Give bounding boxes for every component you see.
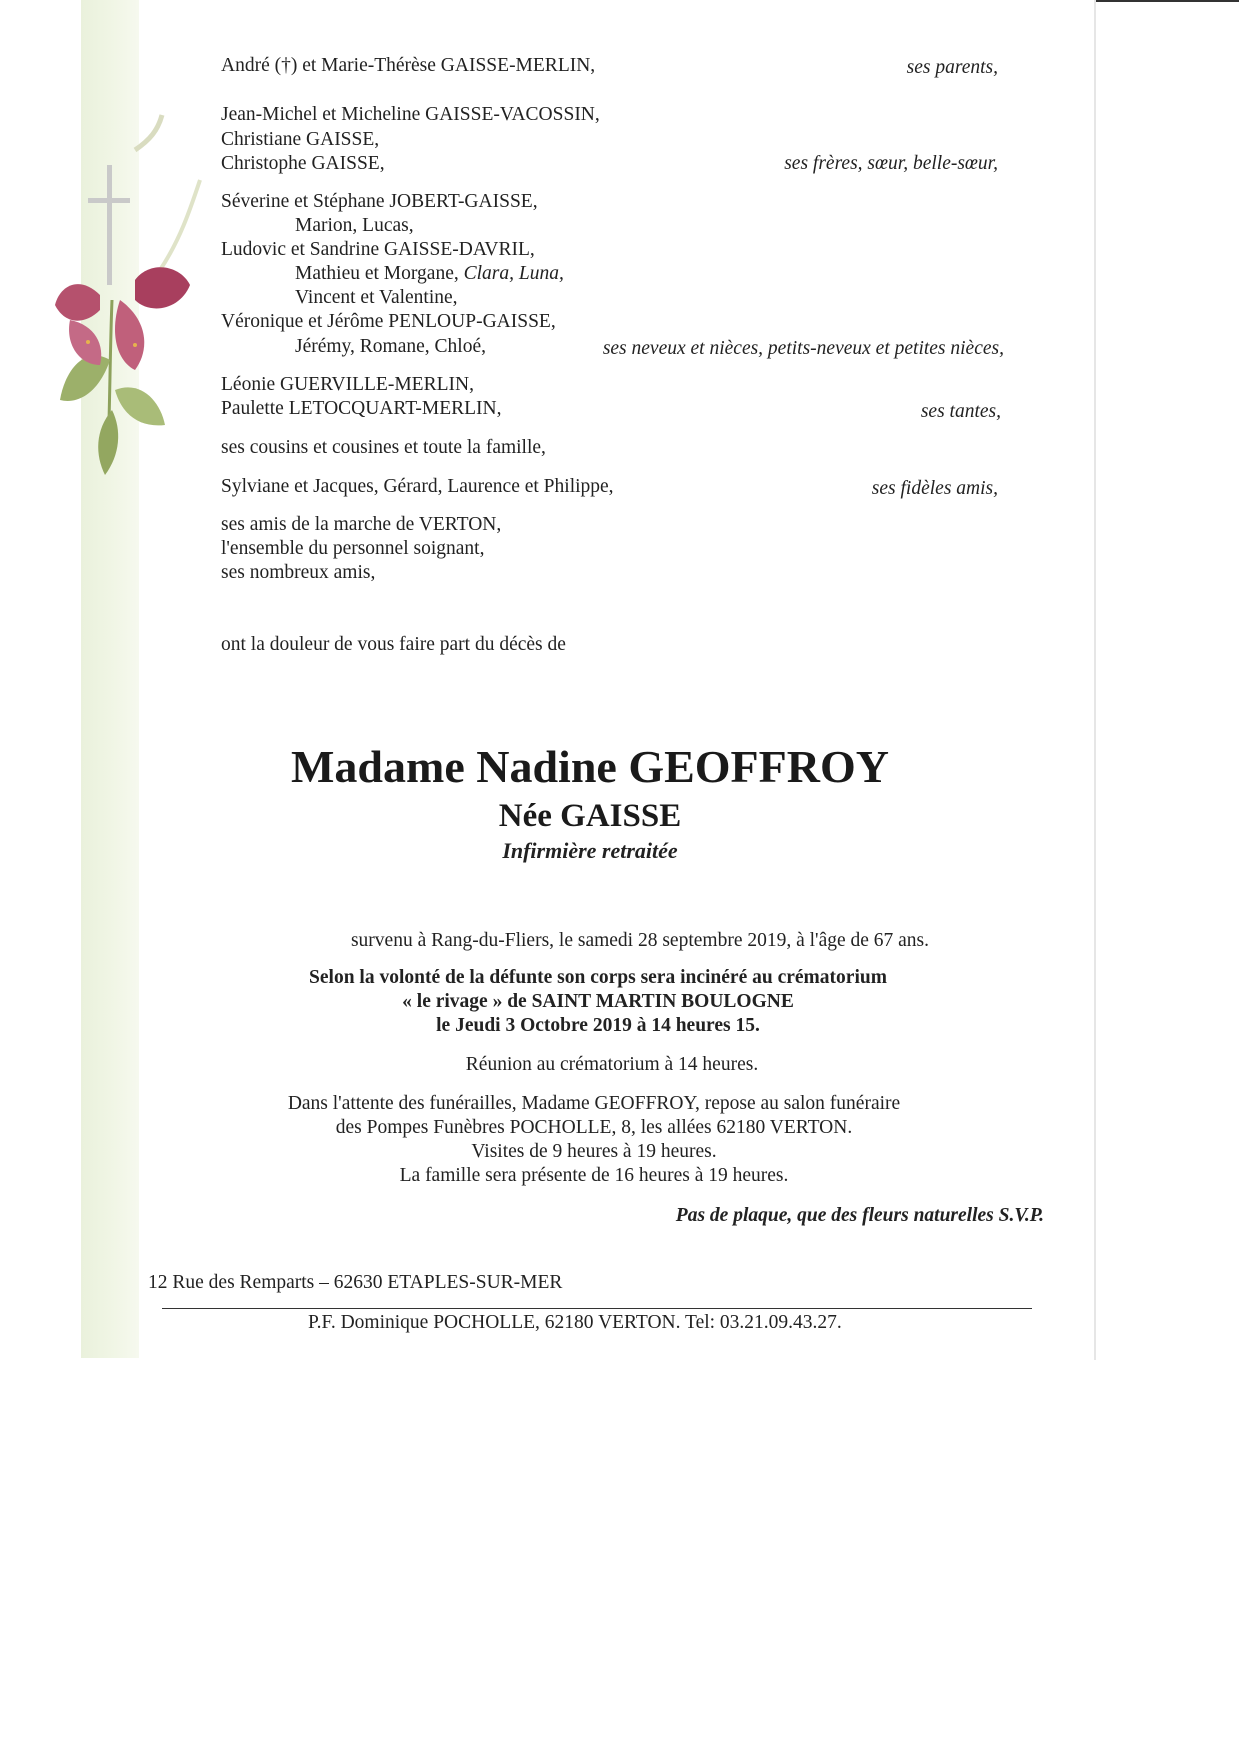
grand-nephews: Clara, Luna, <box>463 263 564 284</box>
family-line: Véronique et Jérôme PENLOUP-GAISSE, <box>221 311 556 332</box>
funeral-home-line: La famille sera présente de 16 heures à 19 heures. <box>399 1165 789 1186</box>
friends-relation: ses fidèles amis, <box>871 478 998 499</box>
family-names: Mathieu et Morgane, <box>295 263 464 284</box>
footer-contact: P.F. Dominique POCHOLLE, 62180 VERTON. Tel: 03.21.09.43.27. <box>308 1312 842 1333</box>
footer-divider <box>162 1308 1032 1309</box>
sibling-line: Christiane GAISSE, <box>221 129 380 150</box>
nephews-relation: ses neveux et nièces, petits-neveux et petites nièces, <box>602 338 1004 359</box>
address: 12 Rue des Remparts – 62630 ETAPLES-SUR-MER <box>148 1272 563 1293</box>
aunts-relation: ses tantes, <box>920 401 1001 422</box>
family-line: Marion, Lucas, <box>295 215 414 236</box>
friends-names: Sylviane et Jacques, Gérard, Laurence et Philippe, <box>221 476 614 497</box>
family-line <box>295 262 564 286</box>
aunt-line: Léonie GUERVILLE-MERLIN, <box>221 374 474 395</box>
funeral-home-line: des Pompes Funèbres POCHOLLE, 8, les allées 62180 VERTON. <box>335 1117 853 1138</box>
aunt-line: Paulette LETOCQUART-MERLIN, <box>221 398 502 419</box>
family-line: Ludovic et Sandrine GAISSE-DAVRIL, <box>221 239 535 260</box>
cremation-line: Selon la volonté de la défunte son corps sera incinéré au crématorium <box>309 967 887 988</box>
scan-edge-line <box>1096 0 1239 2</box>
funeral-home-line: Dans l'attente des funérailles, Madame GEOFFROY, repose au salon funéraire <box>287 1093 901 1114</box>
funeral-home-line: Visites de 9 heures à 19 heures. <box>471 1141 717 1162</box>
announcement: ont la douleur de vous faire part du décès de <box>221 634 566 655</box>
others-line: l'ensemble du personnel soignant, <box>221 538 485 559</box>
parents-names: André (†) et Marie-Thérèse GAISSE-MERLIN, <box>221 55 596 76</box>
cremation-line: « le rivage » de SAINT MARTIN BOULOGNE <box>402 991 794 1012</box>
deceased-name: Madame Nadine GEOFFROY <box>291 741 889 792</box>
meeting-info: Réunion au crématorium à 14 heures. <box>465 1054 759 1075</box>
others-line: ses nombreux amis, <box>221 562 376 583</box>
maiden-name: Née GAISSE <box>498 798 682 834</box>
profession: Infirmière retraitée <box>502 838 678 863</box>
sibling-line: Christophe GAISSE, <box>221 153 385 174</box>
family-line: Jérémy, Romane, Chloé, <box>295 336 486 357</box>
family-line: Vincent et Valentine, <box>295 287 458 308</box>
siblings-relation: ses frères, sœur, belle-sœur, <box>784 153 998 174</box>
flowers-note: Pas de plaque, que des fleurs naturelles S.V.P. <box>675 1205 1044 1226</box>
page-edge <box>1094 0 1096 1360</box>
family-line: Séverine et Stéphane JOBERT-GAISSE, <box>221 191 538 212</box>
cousins-line: ses cousins et cousines et toute la famille, <box>221 437 546 458</box>
parents-relation: ses parents, <box>906 57 998 78</box>
sibling-line: Jean-Michel et Micheline GAISSE-VACOSSIN, <box>221 104 600 125</box>
cremation-line: le Jeudi 3 Octobre 2019 à 14 heures 15. <box>436 1015 760 1036</box>
death-details: survenu à Rang-du-Fliers, le samedi 28 septembre 2019, à l'âge de 67 ans. <box>350 930 930 951</box>
lily-cross-icon <box>40 110 220 480</box>
others-line: ses amis de la marche de VERTON, <box>221 514 502 535</box>
